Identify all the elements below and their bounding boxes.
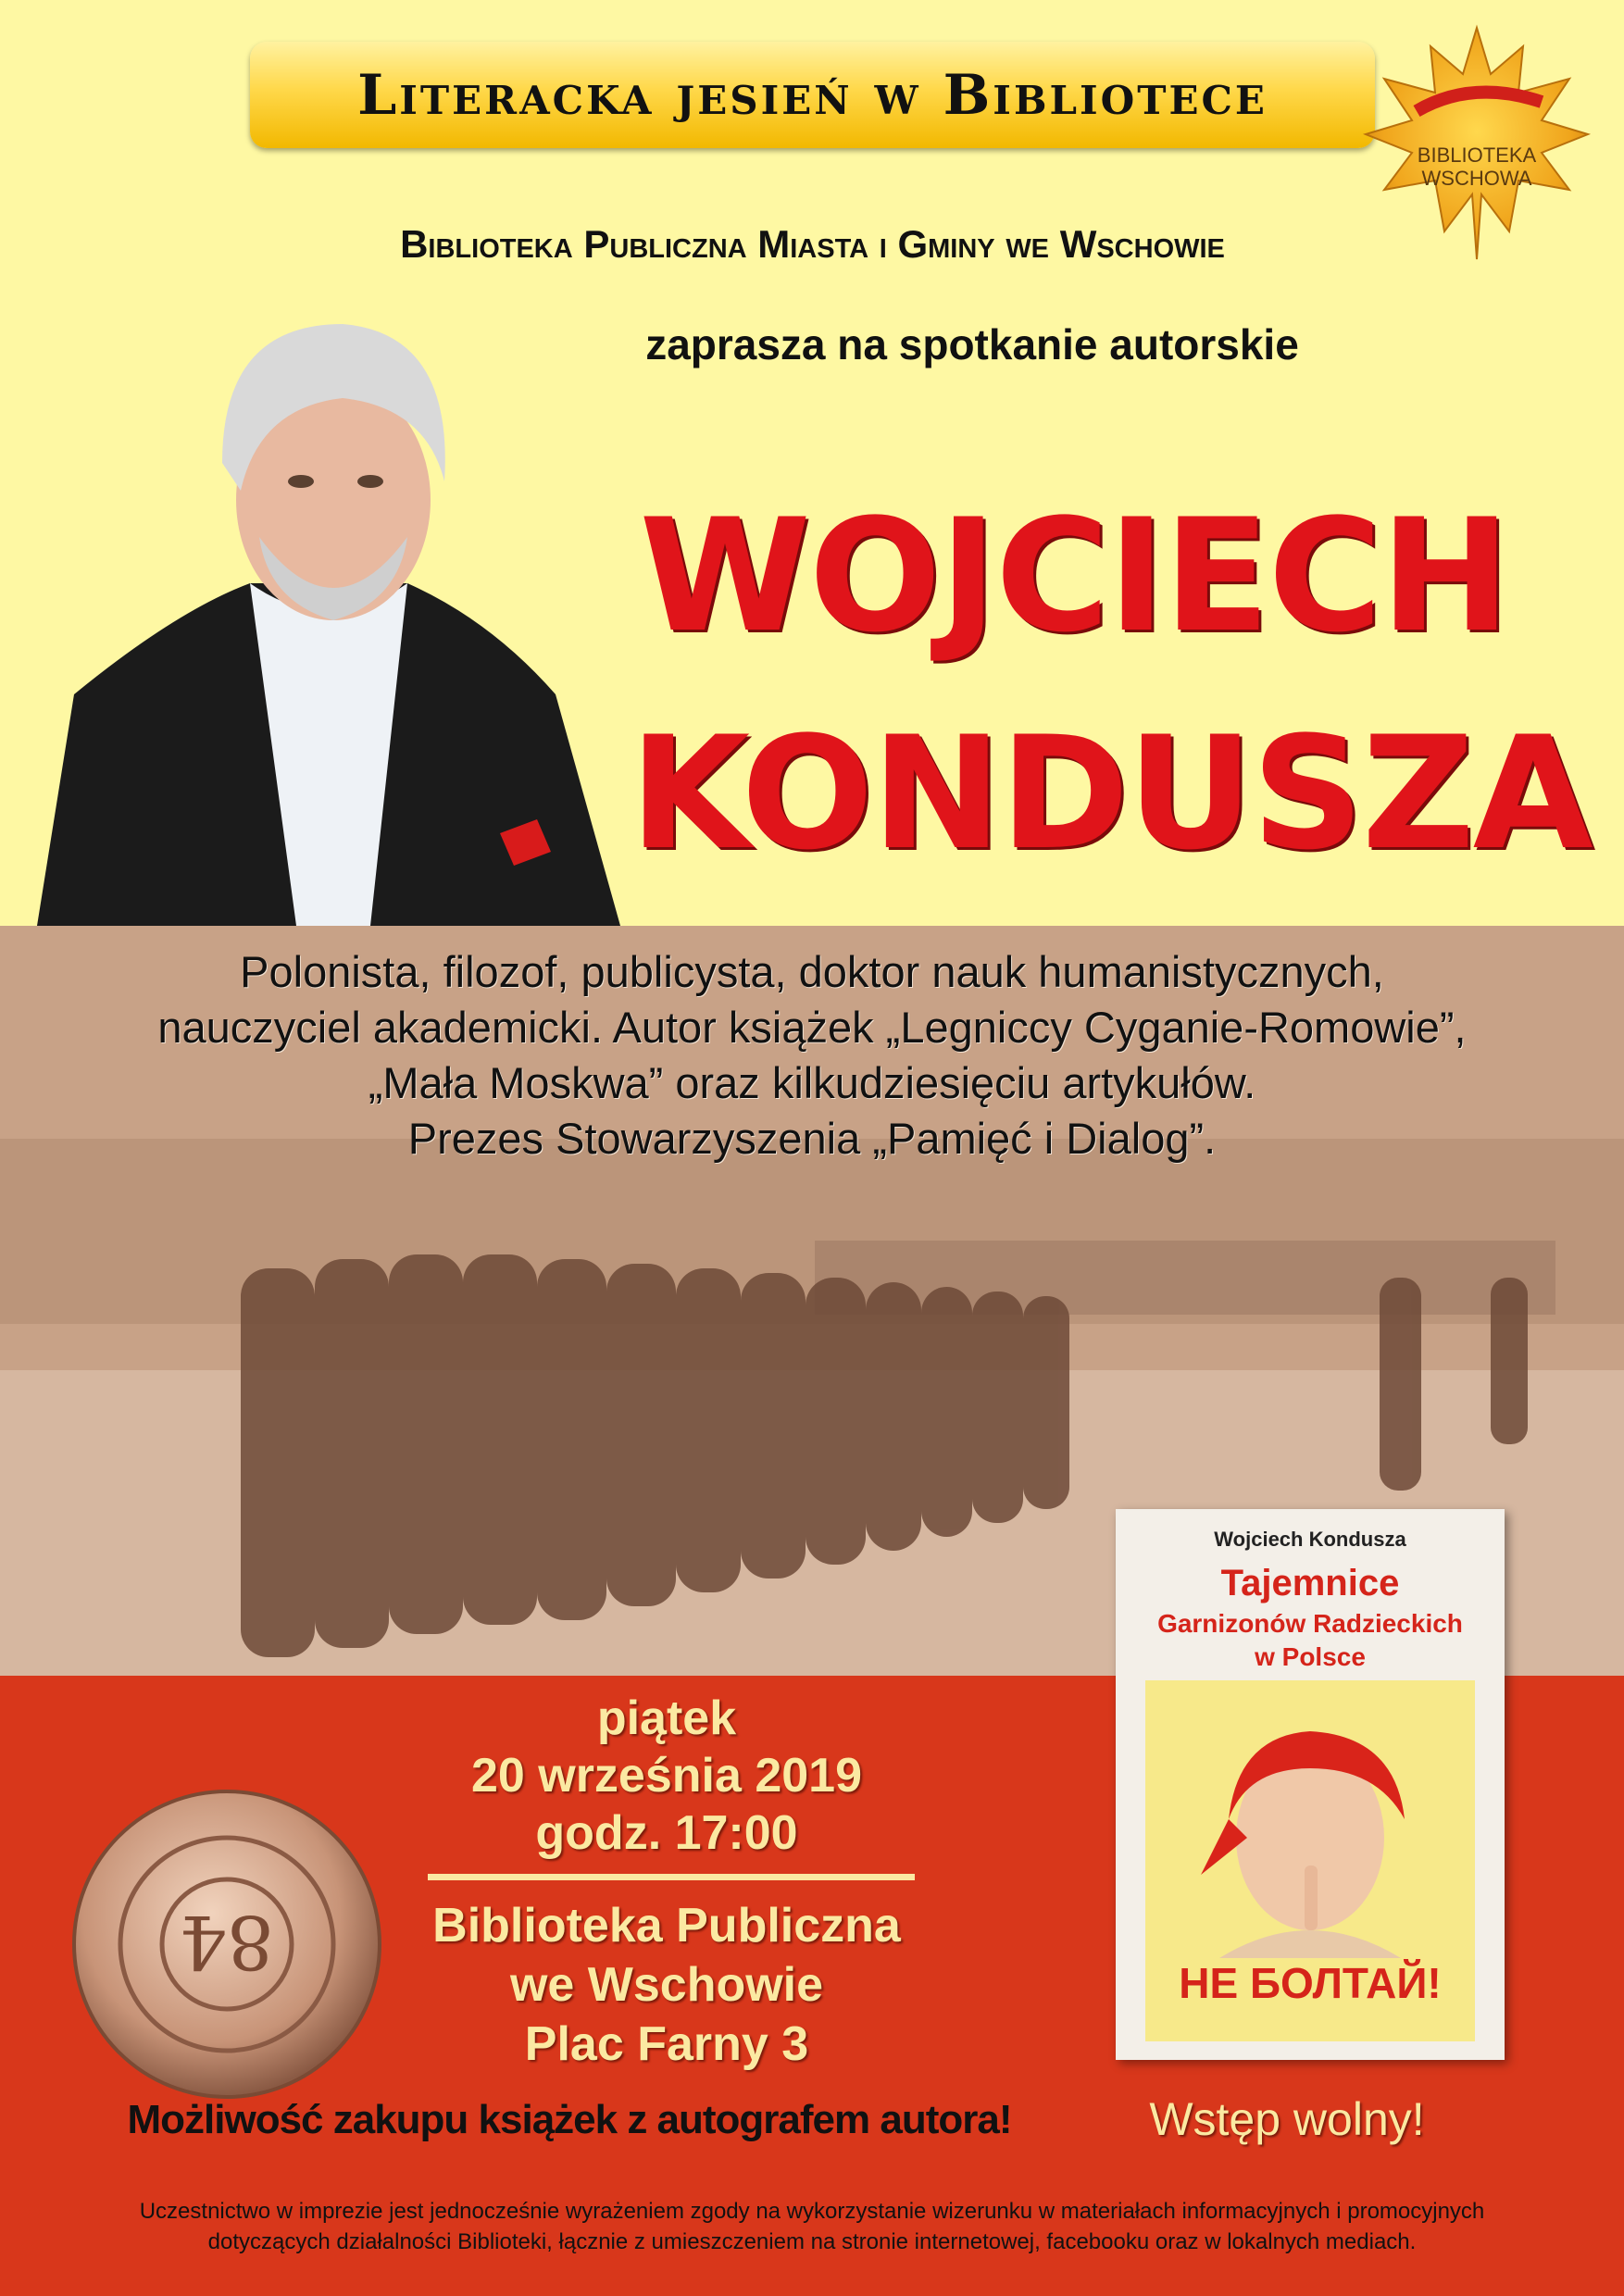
book-cover	[1116, 1509, 1505, 2060]
autograph-note: Możliwość zakupu książek z autografem autora!	[127, 2097, 1012, 2142]
author-last-name: KONDUSZA	[630, 703, 1592, 884]
admission-note: Wstęp wolny!	[1149, 2093, 1425, 2145]
author-name	[630, 468, 1592, 903]
organizer-name: Biblioteka Publiczna Miasta i Gminy we Wschowie	[400, 222, 1225, 266]
invitation-text: zaprasza na spotkanie autorskie	[645, 320, 1299, 368]
bio-line-2: nauczyciel akademicki. Autor książek „Legniccy Cyganie-Romowie”,	[157, 1003, 1467, 1052]
author-portrait-photo	[37, 306, 620, 926]
logo-text-line1: BIBLIOTEKA	[1417, 144, 1537, 167]
event-series-banner	[250, 42, 1375, 148]
woman-portrait-illustration	[1145, 1680, 1475, 1958]
event-day: piątek	[596, 1691, 737, 1745]
venue-line-2: we Wschowie	[509, 1958, 824, 2012]
book-cover-illustration	[1145, 1680, 1475, 2041]
soviet-coin-image	[69, 1787, 384, 2102]
divider	[428, 1874, 915, 1880]
event-time: godz. 17:00	[535, 1806, 798, 1860]
consent-disclaimer	[28, 2196, 1596, 2257]
event-datetime	[407, 1690, 926, 1862]
event-venue	[407, 1896, 926, 2074]
author-biography	[19, 944, 1605, 1167]
event-date: 20 września 2019	[470, 1749, 863, 1803]
disclaimer-line-1: Uczestnictwo w imprezie jest jednocześnie wyrażeniem zgody na wykorzystanie wizerunku w materiałach informacyjnych i promocyjnych	[139, 2199, 1485, 2224]
banner-title: Literacka jesień w Bibliotece	[357, 62, 1268, 128]
bio-line-4: Prezes Stowarzyszenia „Pamięć i Dialog”.	[407, 1114, 1217, 1163]
coin-number: 84	[180, 1899, 274, 1985]
book-subtitle-line-1: Garnizonów Radzieckich	[1157, 1609, 1463, 1638]
book-slogan: НЕ БОЛТАЙ!	[1179, 1959, 1442, 2007]
book-title: Tajemnice	[1220, 1563, 1400, 1603]
book-subtitle	[1116, 1607, 1505, 1674]
logo-text-line2: WSCHOWA	[1421, 167, 1532, 190]
venue-line-3: Plac Farny 3	[524, 2017, 809, 2071]
book-author: Wojciech Kondusza	[1214, 1528, 1406, 1551]
bio-line-3: „Mała Moskwa” oraz kilkudziesięciu artykułów.	[368, 1058, 1256, 1107]
library-logo-leaf-icon	[1361, 23, 1593, 264]
disclaimer-line-2: dotyczących działalności Biblioteki, łącznie z umieszczeniem na stronie internetowej, facebooku oraz w lokalnych mediach.	[207, 2229, 1417, 2254]
bio-line-1: Polonista, filozof, publicysta, doktor nauk humanistycznych,	[240, 947, 1384, 996]
book-subtitle-line-2: w Polsce	[1255, 1642, 1366, 1671]
author-first-name: WOJCIECH	[639, 485, 1509, 667]
venue-line-1: Biblioteka Publiczna	[432, 1899, 901, 1953]
